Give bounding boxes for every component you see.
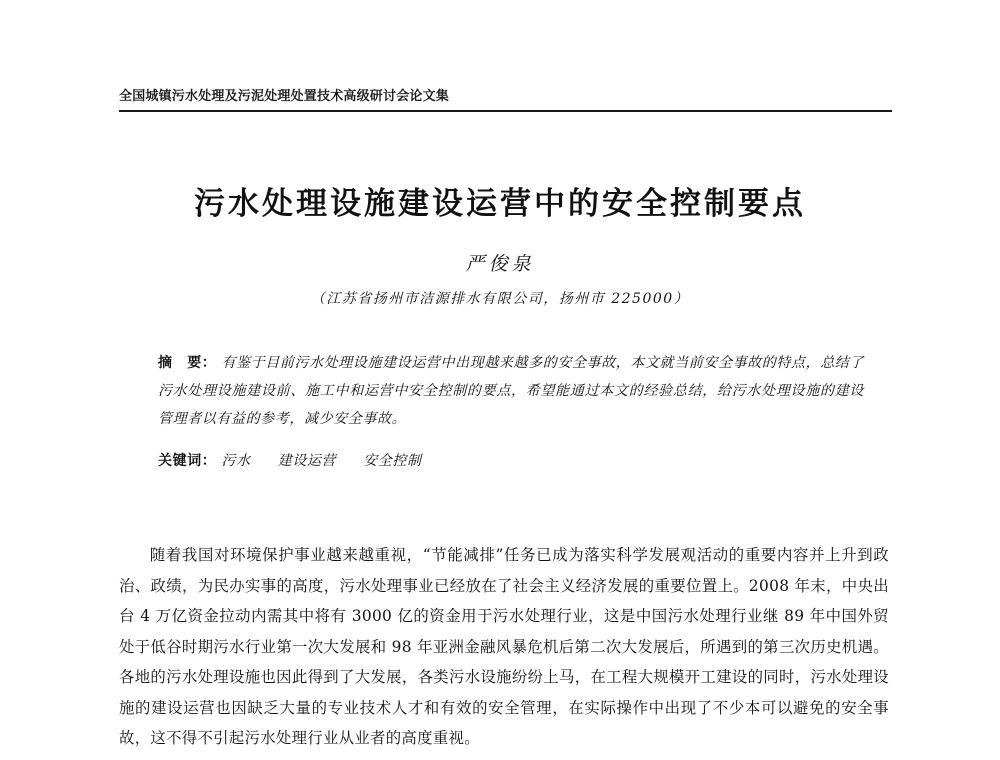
abstract-text: 有鉴于目前污水处理设施建设运营中出现越来越多的安全事故，本文就当前安全事故的特点，总结了污水处理设施建设前、施工中和运营中安全控制的要点，希望能通过本文的经验总结，给污水处理设施的建设管理者以有益的参考，减少安全事故。 <box>158 355 864 427</box>
abstract <box>158 349 864 433</box>
keyword-item: 安全控制 <box>363 453 422 469</box>
abstract-label: 摘 要： <box>158 355 217 371</box>
author-affiliation: （江苏省扬州市洁源排水有限公司，扬州市 225000） <box>310 291 690 307</box>
author-name: 严俊泉 <box>465 253 535 275</box>
running-header: 全国城镇污水处理及污泥处理处置技术高级研讨会论文集 <box>119 89 450 104</box>
keywords-label: 关键词： <box>158 453 217 469</box>
body-text <box>119 540 889 754</box>
body-paragraph: 随着我国对环境保护事业越来越重视，“节能减排”任务已成为落实科学发展观活动的重要内容并上升到政治、政绩，为民办实事的高度，污水处理事业已经放在了社会主义经济发展的重要位置上。2008 年末，中央出台 4 万亿资金拉动内需其中将有 3000 亿的资金用于污水处理行业，这是中国污水处理行业继 89 年中国外贸处于低谷时期污水行业第一次大发展和 98 年亚洲金融风暴危机后第二次大发展后，所遇到的第三次历史机遇。各地的污水处理设施也因此得到了大发展，各类污水设施纷纷上马，在工程大规模开工建设的同时，污水处理设施的建设运营也因缺乏大量的专业技术人才和有效的安全管理，在实际操作中出现了不少本可以避免的安全事故，这不得不引起污水处理行业从业者的高度重视。 <box>119 546 889 747</box>
keywords <box>158 450 864 470</box>
keyword-item: 污水 <box>221 453 251 469</box>
paper-title: 污水处理设施建设运营中的安全控制要点 <box>194 186 806 222</box>
keyword-item: 建设运营 <box>277 453 337 469</box>
header-rule <box>119 110 892 112</box>
